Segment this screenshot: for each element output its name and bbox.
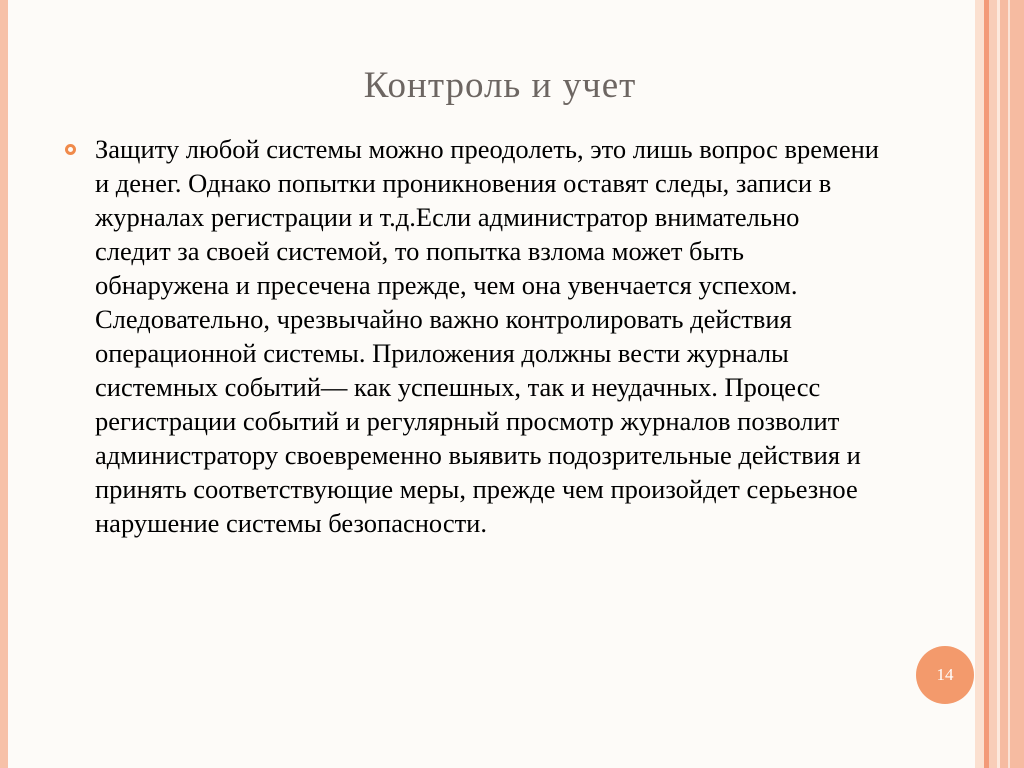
decorative-stripe [975, 0, 984, 768]
slide-title: Контроль и учет [363, 65, 637, 106]
decorative-stripe [1000, 0, 1024, 768]
decorative-stripe [989, 0, 997, 768]
bullet-text: Защиту любой системы можно преодолеть, это лишь вопрос времени и денег. Однако попытки проникновения оставят следы, записи в журналах регистрации и т.д.Если администратор внимательно следит за своей системой, то попытка взлома может быть обнаружена и пресечена прежде, чем она увенчается успехом. Следовательно, чрезвычайно важно контролировать действия операционной системы. Приложения должны вести журналы системных событий— как успешных, так и неудачных. Процесс регистрации событий и регулярный просмотр журналов позволит администратору своевременно выявить подозрительные действия и принять соответствующие меры, прежде чем произойдет серьезное нарушение системы безопасности. [95, 134, 879, 538]
page-number-badge: 14 [916, 646, 974, 704]
ring-bullet-icon [65, 144, 76, 155]
decorative-stripe [1008, 0, 1010, 768]
bullet-item [60, 132, 880, 540]
